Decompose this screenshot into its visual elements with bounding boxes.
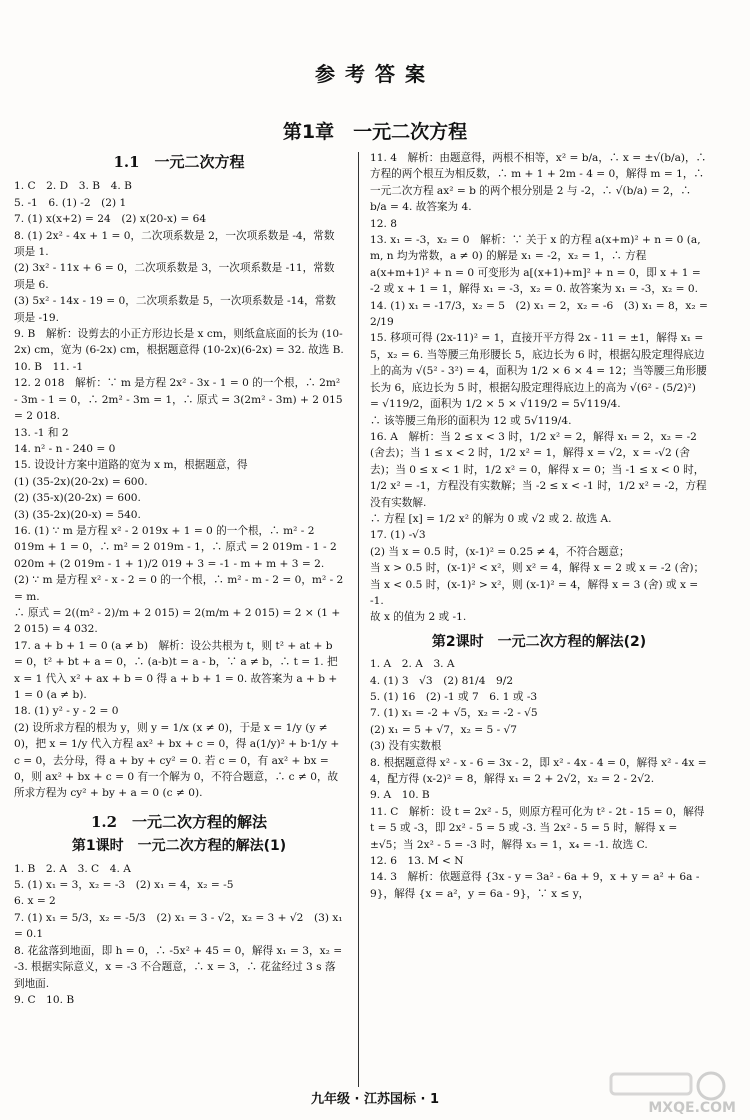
answer-line: 12. 6 13. M < N [370,855,464,868]
watermark-text: MXQE.COM [648,1100,736,1116]
answer-line: 9. C 10. B [14,993,75,1006]
answer-line: 9. B 解析：设剪去的小正方形边长是 x cm，则纸盒底面的长为 (10-2x) cm，宽为 (6-2x) cm，根据题意得 (10-2x)(6-2x) = 32. 故选 B. [14,328,344,357]
answer-line: 5. (1) x₁ = 3，x₂ = -3 (2) x₁ = 4，x₂ = -5 [14,879,234,892]
answer-line: 8. (1) 2x² - 4x + 1 = 0，二次项系数是 2，一次项系数是 -4，常数项是 1. [14,229,335,259]
answer-line: 12. 2 018 解析：∵ m 是方程 2x² - 3x - 1 = 0 的一个根，∴ 2m² - 3m - 1 = 0，∴ 2m² - 3m = 1，∴ 原式 = 3(2m² - 3m) + 2 015 = 2 018. [14,377,343,423]
answer-line: 6. x = 2 [14,895,56,908]
answer-line: 12. 8 [370,217,397,230]
answer-line: 16. A 解析：当 2 ≤ x < 3 时，1/2 x² = 2，解得 x₁ = 2，x₂ = -2 (舍去)；当 1 ≤ x < 2 时，1/2 x² = 1，解得 x = √2，x = -√2 (舍去)；当 0 ≤ x < 1 时，1/2 x² = 0，解得 x = 0；当 -1 ≤ x < 0 时，1/2 x² = -1，方程没有实数解；当 -2 ≤ x < -1 时，1/2 x² = -2，方程没有实数解. [370,430,707,509]
chapter-title: 第1章 一元二次方程 [282,121,468,143]
answer-line: 17. a + b + 1 = 0 (a ≠ b) 解析：设公共根为 t，则 t² + at + b = 0，t² + bt + a = 0，∴ (a-b)t = a - b，∵ a ≠ b，∴ t = 1. 把 x = 1 代入 x² + ax + b = 0 得 a + b + 1 = 0. 故答案为 a + b + 1 = 0 (a ≠ b). [14,639,338,701]
right-column [370,150,708,902]
answer-line: 5. (1) 16 (2) -1 或 7 6. 1 或 -3 [370,691,538,703]
answer-line: (2) ∵ m 是方程 x² - x - 2 = 0 的一个根，∴ m² - m - 2 = 0，m² - 2 = m. [14,574,344,603]
page-title: 参考答案 [315,62,435,86]
answer-line: 16. (1) ∵ m 是方程 x² - 2 019x + 1 = 0 的一个根，∴ m² - 2 019m + 1 = 0，∴ m² = 2 019m - 1，∴ 原式 = 2 019m - 1 - 2 020m + (2 019m - 1 + 1)/2 019 + 3 = -1 - m + m + 3 = 2. [14,524,337,570]
answer-line: (3) 没有实数根 [370,740,442,753]
answer-line: 14. (1) x₁ = -17/3，x₂ = 5 (2) x₁ = 2，x₂ = -6 (3) x₁ = 8，x₂ = 2/19 [370,299,708,329]
subsection-answers [14,861,344,1009]
answer-line: 9. A 10. B [370,789,430,802]
answer-line: ∴ 方程 [x] = 1/2 x² 的解为 0 或 √2 或 2. 故选 A. [370,512,612,525]
column-divider [358,152,359,1087]
answer-line: 7. (1) x₁ = -2 + √5，x₂ = -2 - √5 [370,707,538,720]
answer-line: (3) (35-2x)(20-x) = 540. [14,508,141,521]
answer-line: 13. x₁ = -3，x₂ = 0 解析：∵ 关于 x 的方程 a(x+m)² + n = 0 (a, m, n 均为常数，a ≠ 0) 的解是 x₁ = -2，x₂ = 1，∴ 方程 a(x+m+1)² + n = 0 可变形为 a[(x+1)+m]² + n = 0，即 x + 1 = -2 或 x + 1 = 1，解得 x₁ = -3，x₂ = 0. 故答案为 x₁ = -3，x₂ = 0. [370,234,701,296]
answer-line: 8. 花盆落到地面，即 h = 0，∴ -5x² + 45 = 0，解得 x₁ = 3，x₂ = -3. 根据实际意义，x = -3 不合题意，∴ x = 3，∴ 花盆经过 3 s 落到地面. [14,944,343,990]
answer-line: 18. (1) y² - y - 2 = 0 [14,705,119,718]
answer-line: 当 x > 0.5 时，(x-1)² < x²，则 x² = 4，解得 x = 2 或 x = -2 (舍)； [370,562,705,575]
left-column [14,150,344,1008]
answer-line: (2) 当 x = 0.5 时，(x-1)² = 0.25 ≠ 4，不符合题意； [370,545,630,558]
answer-line: (2) 设所求方程的根为 y，则 y = 1/x (x ≠ 0)，于是 x = 1/y (y ≠ 0)，把 x = 1/y 代入方程 ax² + bx + c = 0，得 a(1/y)² + b·1/y + c = 0，去分母，得 a + by + cy² = 0. 若 c = 0，有 ax² + bx = 0，则 ax² + bx + c = 0 有一个解为 0，不符合题意，∴ c ≠ 0，故所求方程为 cy² + by + a = 0 (c ≠ 0). [14,721,340,800]
answer-line: 1. C 2. D 3. B 4. B [14,180,132,193]
subsection-answers [370,656,708,902]
answer-line: 5. -1 6. (1) -2 (2) 1 [14,196,127,209]
section-answers [14,178,344,801]
section-title: 1.2 一元二次方程的解法 [90,812,268,831]
subsection-title: 第2课时 一元二次方程的解法(2) [431,633,647,650]
watermark-logo [601,1070,736,1116]
answer-line: 1. B 2. A 3. C 4. A [14,862,131,875]
answer-line: ∴ 该等腰三角形的面积为 12 或 5√119/4. [370,414,572,427]
answer-line: 15. 移项可得 (2x-11)² = 1，直接开平方得 2x - 11 = ±1，解得 x₁ = 5，x₂ = 6. 当等腰三角形腰长 5，底边长为 6 时，根据勾股定理得底边上的高为 √(5² - 3²) = 4，面积为 1/2 × 6 × 4 = 12；当等腰三角形腰长为 6，底边长为 5 时，根据勾股定理得底边上的高为 √(6² - (5/2)²) = √119/2，面积为 1/2 × 5 × √119/2 = 5√119/4. [370,332,707,411]
answer-line: (2) 3x² - 11x + 6 = 0，二次项系数是 3，一次项系数是 -11，常数项是 6. [14,262,335,291]
answer-line: 14. 3 解析：依题意得 {3x - y = 3a² - 6a + 9，x + y = a² + 6a - 9}，解得 {x = a²，y = 6a - 9}，∵ x ≤ y， [370,871,700,900]
answer-line: 1. A 2. A 3. A [370,658,455,671]
page-footer: 九年级 · 江苏国标 · 1 [310,1092,440,1107]
answer-line: 4. (1) 3 √3 (2) 81/4 9/2 [370,674,514,687]
answer-line: (2) x₁ = 5 + √7，x₂ = 5 - √7 [370,723,518,736]
answer-line: 13. -1 和 2 [14,426,69,439]
subsection-title: 第1课时 一元二次方程的解法(1) [71,838,287,855]
answer-line: 当 x < 0.5 时，(x-1)² > x²，则 (x-1)² = 4，解得 x = 3 (舍) 或 x = -1. [370,578,699,607]
answer-line: 8. 根据题意得 x² - x - 6 = 3x - 2，即 x² - 4x - 4 = 0，解得 x² - 4x = 4，配方得 (x-2)² = 8，解得 x₁ = 2 + 2√2，x₂ = 2 - 2√2. [370,756,707,786]
answer-line: 7. (1) x₁ = 5/3，x₂ = -5/3 (2) x₁ = 3 - √2，x₂ = 3 + √2 (3) x₁ = 0.1 [14,911,343,941]
answer-line: 14. n² - n - 240 = 0 [14,442,116,455]
answer-line: 15. 设设计方案中道路的宽为 x m，根据题意，得 [14,459,248,472]
answer-line: (1) (35-2x)(20-2x) = 600. [14,475,148,488]
answer-line: (2) (35-x)(20-2x) = 600. [14,492,141,505]
answers-continued [370,150,708,626]
answer-line: 故 x 的值为 2 或 -1. [370,611,467,624]
section-title: 1.1 一元二次方程 [113,153,245,171]
answer-line: (3) 5x² - 14x - 19 = 0，二次项系数是 5，一次项系数是 -14，常数项是 -19. [14,295,336,324]
answer-line: 11. 4 解析：由题意得，两根不相等，x² = b/a，∴ x = ±√(b/a)，∴ 方程的两个根互为相反数，∴ m + 1 + 2m - 4 = 0，解得 m = 1，∴ 一元二次方程 ax² = b 的两个根分别是 2 与 -2，∴ √(b/a) = 2，∴ b/a = 4. 故答案为 4. [370,152,707,214]
answer-line: 17. (1) -√3 [370,529,426,542]
answer-line: 7. (1) x(x+2) = 24 (2) x(20-x) = 64 [14,213,207,226]
answer-line: ∴ 原式 = 2((m² - 2)/m + 2 015) = 2(m/m + 2 015) = 2 × (1 + 2 015) = 4 032. [14,606,341,636]
answer-line: 11. C 解析：设 t = 2x² - 5，则原方程可化为 t² - 2t - 15 = 0，解得 t = 5 或 -3，即 2x² - 5 = 5 或 -3. 当 2x² - 5 = 5 时，解得 x = ±√5；当 2x² - 5 = -3 时，解得 x₃ = 1，x₄ = -1. 故选 C. [370,805,705,851]
answer-line: 10. B 11. -1 [14,360,84,373]
